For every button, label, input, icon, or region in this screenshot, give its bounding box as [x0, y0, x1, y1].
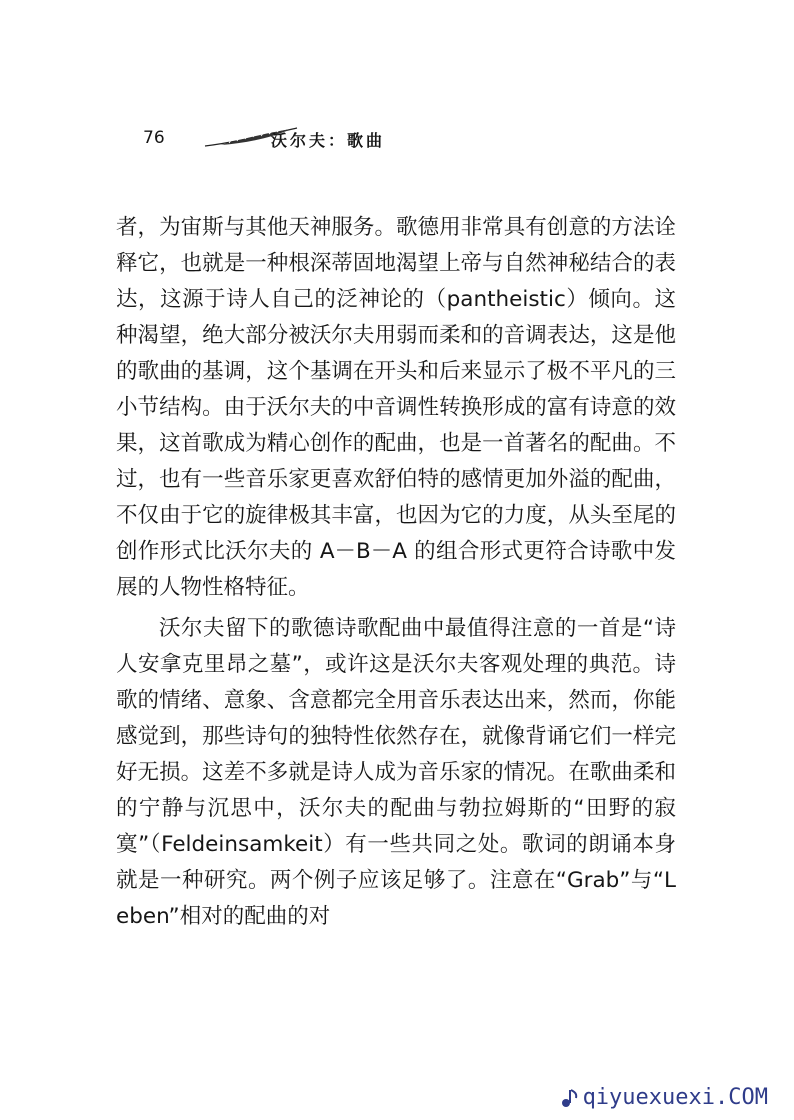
paragraph-2: 沃尔夫留下的歌德诗歌配曲中最值得注意的一首是“诗人安拿克里昂之墓”，或许这是沃尔夫客观处理的典范。诗歌的情绪、意象、含意都完全用音乐表达出来，然而，你能感觉到，那些诗句的独特性依然存在，就像背诵它们一样完好无损。这差不多就是诗人成为音乐家的情况。在歌曲柔和的宁静与沉思中，沃尔夫的配曲与勃拉姆斯的“田野的寂寞”（Feldeinsamkeit）有一些共同之处。歌词的朗诵本身就是一种研究。两个例子应该足够了。注意在“Grab”与“Leben”相对的配曲的对 [116, 616, 676, 929]
page-number: 76 [143, 128, 165, 148]
body-text [116, 210, 676, 935]
watermark-text: qiyuexuexi.COM [582, 1085, 768, 1110]
running-title: 沃尔夫：歌曲 [271, 131, 386, 150]
music-note-icon [559, 1087, 581, 1109]
paragraph-1: 者，为宙斯与其他天神服务。歌德用非常具有创意的方法诠释它，也就是一种根深蒂固地渴望上帝与自然神秘结合的表达，这源于诗人自己的泛神论的（pantheistic）倾向。这种渴望，绝大部分被沃尔夫用弱而柔和的音调表达，这是他的歌曲的基调，这个基调在开头和后来显示了极不平凡的三小节结构。由于沃尔夫的中音调性转换形成的富有诗意的效果，这首歌成为精心创作的配曲，也是一首著名的配曲。不过，也有一些音乐家更喜欢舒伯特的感情更加外溢的配曲，不仅由于它的旋律极其丰富，也因为它的力度，从头至尾的创作形式比沃尔夫的 A－B－A 的组合形式更符合诗歌中发展的人物性格特征。 [116, 215, 676, 600]
page-header [143, 124, 463, 156]
watermark [559, 1085, 768, 1110]
